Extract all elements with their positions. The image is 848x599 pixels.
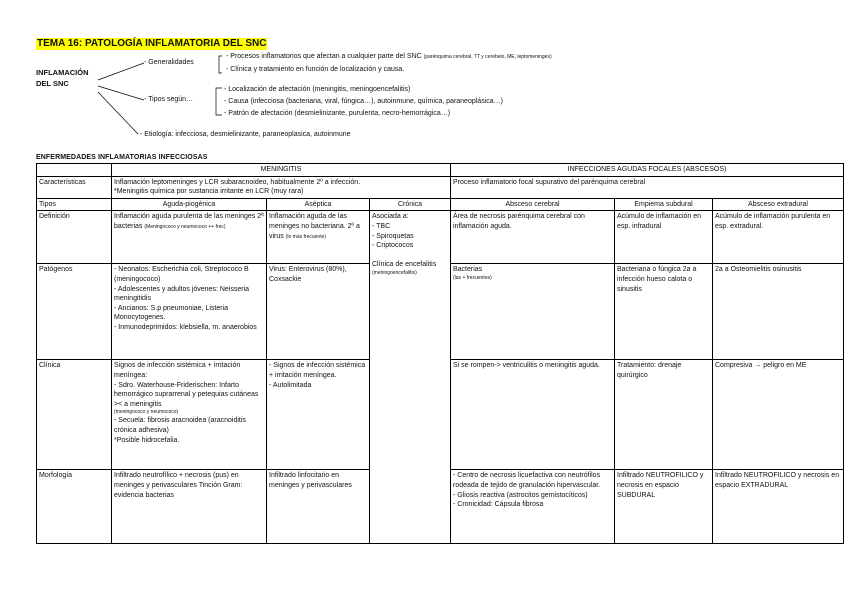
table-row bbox=[37, 211, 844, 264]
tipos-item: - Localización de afectación (meningitis, meningoencefalitis) bbox=[224, 86, 411, 93]
table-row bbox=[37, 164, 844, 177]
table-cell: Si se rompen-> ventriculitis o meningitis aguda. bbox=[451, 360, 615, 470]
diseases-table bbox=[36, 163, 844, 544]
table-cell: Inflamación aguda de las meninges no bacteriana. 2º a virus (lo más frecuente) bbox=[267, 211, 370, 264]
table-row bbox=[37, 198, 844, 211]
mindmap-etiologia: - Etiología: infecciosa, desmielinizante, paraneoplasica, autoinmune bbox=[140, 131, 351, 138]
table-cell: Aguda-piogénica bbox=[112, 198, 267, 211]
row-label: Morfología bbox=[37, 470, 112, 544]
table-cell: Bacteriana o fúngica 2a a infección hueso calota o sinusitis bbox=[615, 264, 713, 360]
table-cell: Acúmulo de inflamación en esp. infradural bbox=[615, 211, 713, 264]
table-cell: - Signos de infección sistémica + irritación meníngea. - Autolimitada bbox=[267, 360, 370, 470]
generalidades-item: - Procesos inflamatorios que afectan a cualquier parte del SNC (parénquima cerebral, TT y cerebelo, ME, leptomeninges) bbox=[226, 53, 552, 60]
header-meningitis: MENINGITIS bbox=[112, 164, 451, 177]
table-cell: Tratamiento: drenaje quirúrgico bbox=[615, 360, 713, 470]
mindmap-tipos: - Tipos según… bbox=[144, 96, 194, 103]
table-cell: - Neonatos: Escherichia coli, Streptococo B (meningococo) - Adolescentes y adultos jóvenes: Neisseria meningitidis - Ancianos: S.p pneumoniae, Listeria Monocytogenes. - Inmunodeprimidos: klebsiella, m. anaerobios bbox=[112, 264, 267, 360]
table-cell: Virus: Enterovirus (80%), Coxsackie bbox=[267, 264, 370, 360]
row-label: Patógenos bbox=[37, 264, 112, 360]
table-cell: Absceso extradural bbox=[713, 198, 844, 211]
header-focales: INFECCIONES AGUDAS FOCALES (ABSCESOS) bbox=[451, 164, 844, 177]
table-cell: Proceso inflamatorio focal supurativo del parénquima cerebral bbox=[451, 176, 844, 198]
mindmap-generalidades: - Generalidades bbox=[144, 59, 194, 66]
table-cell: Bacterias (las + frecuentes) bbox=[451, 264, 615, 360]
table-cell: Aséptica bbox=[267, 198, 370, 211]
table-cell: 2a a Osteomielitis osinusitis bbox=[713, 264, 844, 360]
mindmap-root: INFLAMACIÓN DEL SNC bbox=[36, 68, 89, 88]
table-cell: - Centro de necrosis licuefactiva con neutrófilos rodeada de tejido de granulación hipervascular. - Gliosis reactiva (astrocitos gemistocíticos) - Cronicidad: Cápsula fibrosa bbox=[451, 470, 615, 544]
table-cell: Inflamación leptomeninges y LCR subaracnoideo, habitualmente 2º a infección. *Meningitis química por sustancia irritante en LCR (muy rara) bbox=[112, 176, 451, 198]
table-cell: Infiltrado neutrofílico + necrosis (pus) en meninges y perivasculares Tinción Gram: evidencia bacterias bbox=[112, 470, 267, 544]
tipos-item: - Patrón de afectación (desmielinizante, purulenta, necro-hemorrágica…) bbox=[224, 110, 451, 117]
tipos-item: - Causa (infecciosa (bacteriana, viral, fúngica…), autoinmune, química, paraneoplásica…) bbox=[224, 98, 503, 105]
page-title: TEMA 16: PATOLOGÍA INFLAMATORIA DEL SNC bbox=[37, 38, 267, 49]
row-label: Tipos bbox=[37, 198, 112, 211]
table-cell: Absceso cerebral bbox=[451, 198, 615, 211]
table-cell: Infiltrado NEUTROFILICO y necrosis en espacio EXTRADURAL bbox=[713, 470, 844, 544]
table-cell: Signos de infección sistémica + irritación meníngea: - Sdro. Waterhouse-Friderischen: Infarto hemorrágico suprarrenal y petequias cutáneas >< a meningitis (meningococo y neumococo) - Secuela: fibrosis aracnoidea (aracnoiditis crónica adhesiva) *Posible hidrocefalia. bbox=[112, 360, 267, 470]
section-title: ENFERMEDADES INFLAMATORIAS INFECCIOSAS bbox=[36, 154, 208, 161]
row-label: Definición bbox=[37, 211, 112, 264]
table-cell: Compresiva → peligro en ME bbox=[713, 360, 844, 470]
table-cell: Empiema subdural bbox=[615, 198, 713, 211]
table-cell-cronica: Asociada a: - TBC - Spiroquetas - Criptococos Clínica de encefalitis (meningoencefalitis) bbox=[370, 211, 451, 544]
table-cell: Crónica bbox=[370, 198, 451, 211]
generalidades-item: - Clínica y tratamiento en función de localización y causa. bbox=[226, 66, 405, 73]
table-cell: Infiltrado linfocitario en meninges y perivasculares bbox=[267, 470, 370, 544]
table-row bbox=[37, 176, 844, 198]
table-cell: Acúmulo de inflamación purulenta en esp. extradural. bbox=[713, 211, 844, 264]
table-cell: Inflamación aguda purulenta de las meninges 2ª bacterias (Meningococo y neumococo ++ frec) bbox=[112, 211, 267, 264]
row-label: Características bbox=[37, 176, 112, 198]
table-cell: Infiltrado NEUTROFILICO y necrosis en espacio SUBDURAL bbox=[615, 470, 713, 544]
row-label: Clínica bbox=[37, 360, 112, 470]
table-cell: Área de necrosis parénquima cerebral con inflamación aguda. bbox=[451, 211, 615, 264]
